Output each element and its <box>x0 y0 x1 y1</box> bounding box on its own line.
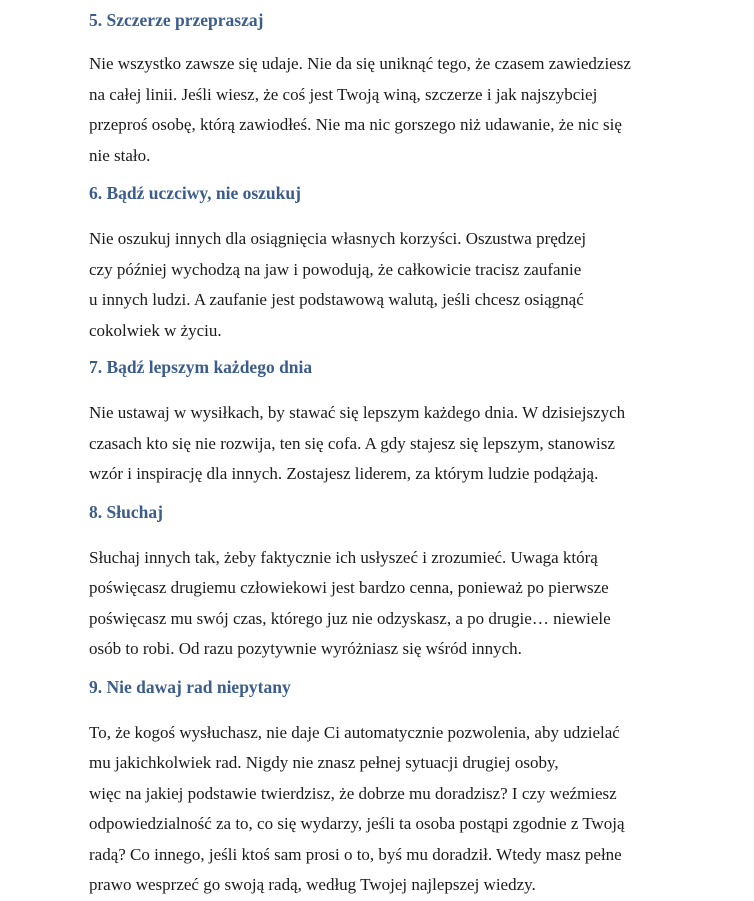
paragraph-line: cokolwiek w życiu. <box>89 320 222 340</box>
document-page <box>89 0 729 901</box>
paragraph-line: wzór i inspirację dla innych. Zostajesz liderem, za którym ludzie podążają. <box>89 464 599 483</box>
paragraph-line: na całej linii. Jeśli wiesz, że coś jest Twoją winą, szczerze i jak najszybciej <box>89 84 598 104</box>
section-sincerely-apologize <box>89 0 729 171</box>
paragraph-line: poświęcasz drugiemu człowiekowi jest bardzo cenna, ponieważ po pierwsze <box>89 578 609 597</box>
paragraph-line: radą? Co innego, jeśli ktoś sam prosi o to, byś mu doradził. Wtedy masz pełne <box>89 844 622 864</box>
section-paragraph <box>89 204 729 346</box>
section-be-better-every-day <box>89 346 729 490</box>
paragraph-line: Nie ustawaj w wysiłkach, by stawać się lepszym każdego dnia. W dzisiejszych <box>89 403 626 422</box>
paragraph-line: prawo wesprzeć go swoją radą, według Twojej najlepszej wiedzy. <box>89 875 536 894</box>
section-paragraph <box>89 523 729 665</box>
paragraph-line: u innych ludzi. A zaufanie jest podstawową walutą, jeśli chcesz osiągnąć <box>89 290 584 309</box>
paragraph-line: Nie wszystko zawsze się udaje. Nie da się uniknąć tego, że czasem zawiedziesz <box>89 54 631 73</box>
paragraph-line: odpowiedzialność za to, co się wydarzy, jeśli ta osoba postąpi zgodnie z Twoją <box>89 814 625 833</box>
paragraph-line: poświęcasz mu swój czas, którego juz nie odzyskasz, a po drugie… niewiele <box>89 608 611 628</box>
section-paragraph <box>89 378 729 490</box>
paragraph-line: więc na jakiej podstawie twierdzisz, że dobrze mu doradzisz? I czy weźmiesz <box>89 783 617 803</box>
paragraph-line: czy później wychodzą na jaw i powodują, że całkowicie tracisz zaufanie <box>89 259 582 279</box>
section-no-unsolicited-advice <box>89 665 729 901</box>
section-heading: 9. Nie dawaj rad niepytany <box>89 676 291 697</box>
paragraph-line: Nie oszukuj innych dla osiągnięcia własnych korzyści. Oszustwa prędzej <box>89 229 587 248</box>
paragraph-line: nie stało. <box>89 145 151 165</box>
paragraph-line: mu jakichkolwiek rad. Nigdy nie znasz pełnej sytuacji drugiej osoby, <box>89 753 559 772</box>
section-be-honest <box>89 171 729 346</box>
section-heading: 8. Słuchaj <box>89 501 163 522</box>
section-heading: 6. Bądź uczciwy, nie oszukuj <box>89 183 301 203</box>
section-paragraph <box>89 698 729 901</box>
section-paragraph <box>89 31 729 171</box>
paragraph-line: przeproś osobę, którą zawiodłeś. Nie ma nic gorszego niż udawanie, że nic się <box>89 115 622 134</box>
paragraph-line: To, że kogoś wysłuchasz, nie daje Ci automatycznie pozwolenia, aby udzielać <box>89 722 620 742</box>
paragraph-line: Słuchaj innych tak, żeby faktycznie ich usłyszeć i zrozumieć. Uwaga którą <box>89 547 598 567</box>
section-heading: 7. Bądź lepszym każdego dnia <box>89 357 313 377</box>
paragraph-line: czasach kto się nie rozwija, ten się cofa. A gdy stajesz się lepszym, stanowisz <box>89 433 615 453</box>
section-listen <box>89 490 729 665</box>
paragraph-line: osób to robi. Od razu pozytywnie wyróżniasz się wśród innych. <box>89 639 522 658</box>
section-heading: 5. Szczerze przepraszaj <box>89 10 264 30</box>
